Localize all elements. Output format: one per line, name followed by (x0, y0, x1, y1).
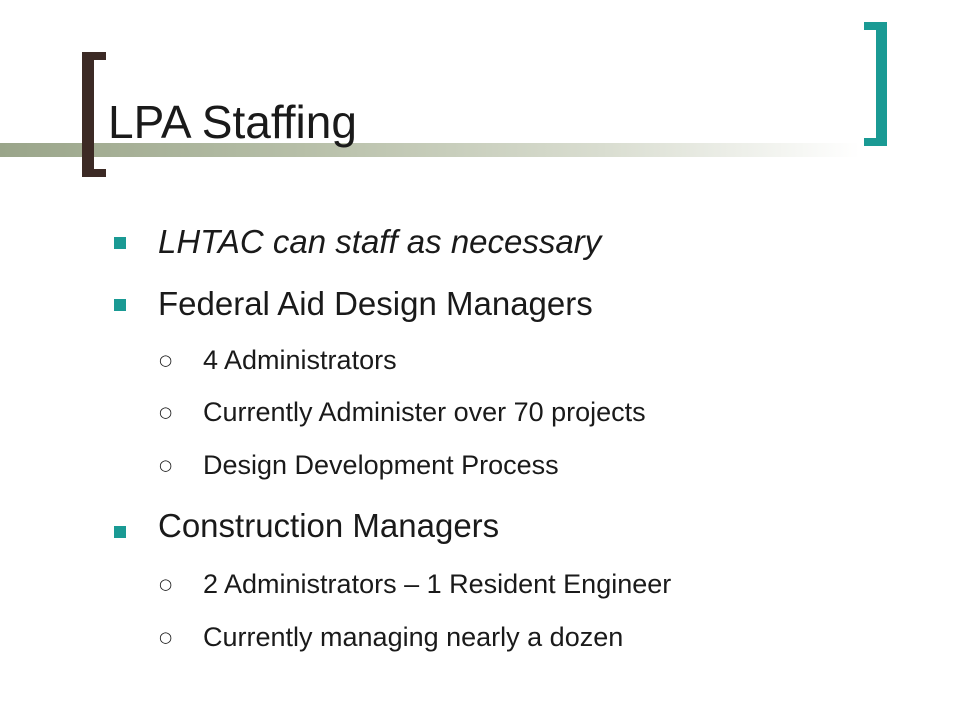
sub-item-dozen: Currently managing nearly a dozen (203, 622, 624, 652)
sub-item-resident-engineer: 2 Administrators – 1 Resident Engineer (203, 569, 672, 599)
sub-item-projects: Currently Administer over 70 projects (203, 397, 646, 427)
square-bullet-icon (114, 526, 126, 538)
sub-item-administrators: 4 Administrators (203, 345, 397, 375)
bullet-item-federal-aid: Federal Aid Design Managers (158, 285, 593, 322)
bullet-item-lhtac: LHTAC can staff as necessary (158, 223, 602, 260)
slide-title: LPA Staffing (108, 96, 357, 148)
square-bullet-icon (114, 237, 126, 249)
sub-item-design-process: Design Development Process (203, 450, 559, 480)
bullet-item-construction: Construction Managers (158, 507, 500, 544)
hollow-circle-bullet-icon: ○ (159, 456, 173, 474)
hollow-circle-bullet-icon: ○ (159, 403, 173, 421)
hollow-circle-bullet-icon: ○ (159, 351, 173, 369)
hollow-circle-bullet-icon: ○ (159, 628, 173, 646)
hollow-circle-bullet-icon: ○ (159, 575, 173, 593)
square-bullet-icon (114, 299, 126, 311)
